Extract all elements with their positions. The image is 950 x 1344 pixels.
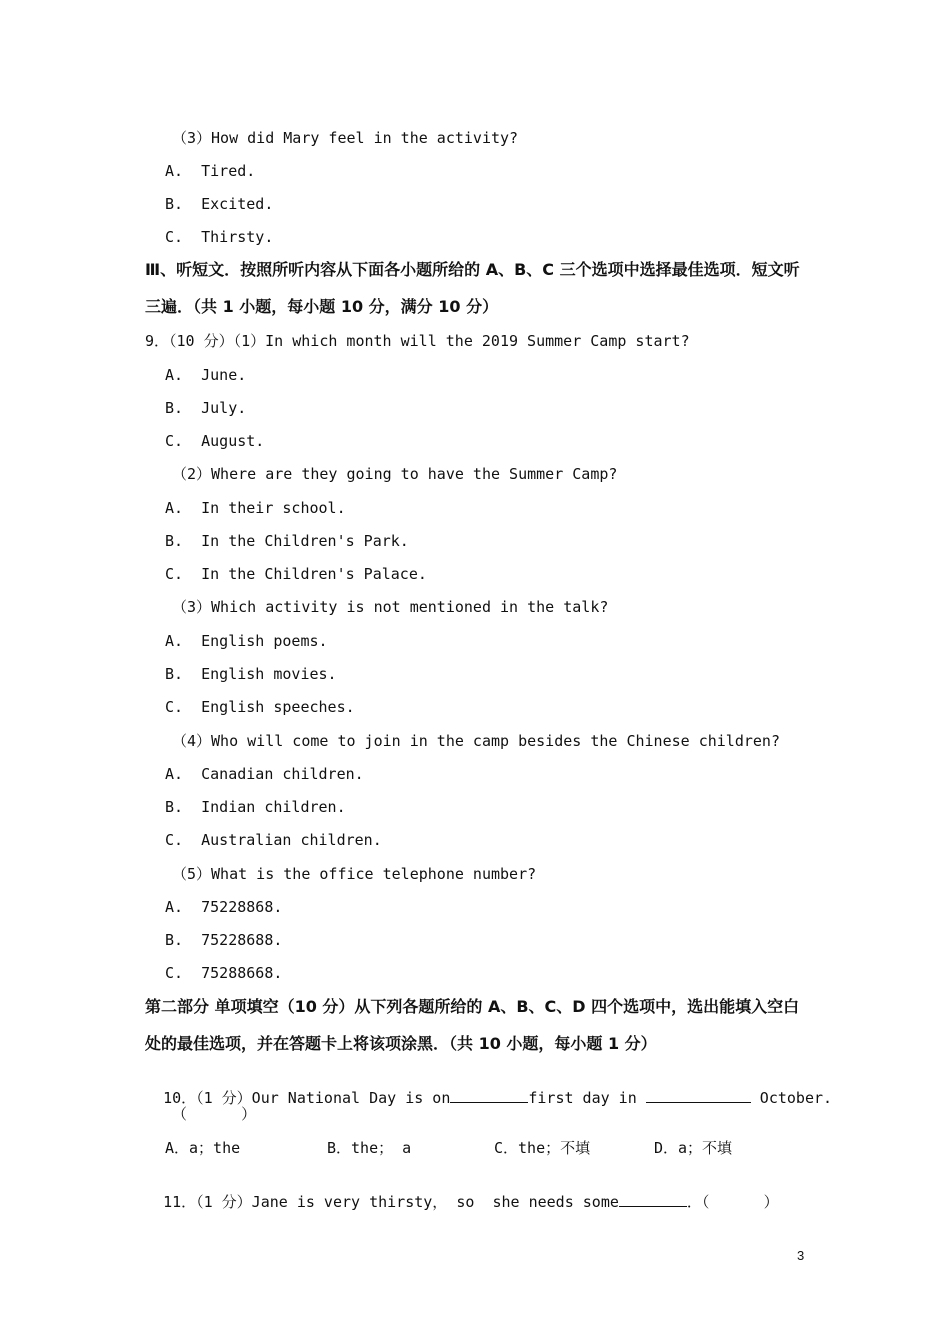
q10-option-d: D．a；不填 — [654, 1139, 733, 1157]
q9-1-question: 9．（10 分）（1）In which month will the 2019 Summer Camp start? — [145, 332, 690, 350]
q9-1-option-b: B. July. — [165, 399, 247, 417]
q9-3-option-c: C. English speeches. — [165, 698, 355, 716]
q8-3-option-c: C. Thirsty. — [165, 228, 274, 246]
q9-4-option-a: A. Canadian children. — [165, 765, 364, 783]
q11-question — [145, 1171, 779, 1212]
part-2-heading-line1: 第二部分 单项填空（10 分）从下列各题所给的 A、B、C、D 四个选项中，选出能填入空白 — [145, 997, 800, 1016]
q9-4-question: （4）Who will come to join in the camp besides the Chinese children? — [172, 732, 780, 750]
section-3-heading-line1: Ⅲ、听短文．按照所听内容从下面各小题所给的 A、B、C 三个选项中选择最佳选项．短文听 — [145, 260, 800, 279]
q11-blank — [619, 1191, 687, 1207]
q9-1-option-c: C. August. — [165, 432, 265, 450]
q9-2-question: （2）Where are they going to have the Summer Camp? — [172, 465, 618, 483]
q9-1-option-a: A. June. — [165, 366, 247, 384]
q8-3-question: （3）How did Mary feel in the activity? — [172, 129, 519, 147]
q10-question — [145, 1067, 832, 1108]
q10-text-end: October. — [750, 1089, 833, 1107]
q11-text-end: ．（ ） — [686, 1193, 779, 1211]
page-number: 3 — [797, 1248, 805, 1263]
part-2-heading-line2: 处的最佳选项，并在答题卡上将该项涂黑．（共 10 小题，每小题 1 分） — [145, 1034, 657, 1053]
q10-blank-2 — [646, 1087, 751, 1103]
q9-5-option-c: C. 75288668. — [165, 964, 283, 982]
q10-option-a: A．a；the — [165, 1139, 241, 1157]
q9-4-option-b: B. Indian children. — [165, 798, 346, 816]
q9-5-option-b: B. 75228688. — [165, 931, 283, 949]
q8-3-option-b: B. Excited. — [165, 195, 274, 213]
q10-blank-1 — [450, 1087, 528, 1103]
q9-3-option-a: A. English poems. — [165, 632, 328, 650]
q10-text-start: 10．（1 分）Our National Day is on — [163, 1089, 451, 1107]
q9-2-option-c: C. In the Children's Palace. — [165, 565, 427, 583]
q9-4-option-c: C. Australian children. — [165, 831, 382, 849]
q10-text-middle: first day in — [528, 1089, 646, 1107]
q9-2-option-a: A. In their school. — [165, 499, 346, 517]
q9-5-option-a: A. 75228868. — [165, 898, 283, 916]
q11-text-start: 11．（1 分）Jane is very thirsty， so she needs some — [163, 1193, 619, 1211]
q9-3-question: （3）Which activity is not mentioned in the talk? — [172, 598, 609, 616]
section-3-heading-line2: 三遍．（共 1 小题，每小题 10 分，满分 10 分） — [145, 297, 499, 316]
q10-option-c: C．the；不填 — [494, 1139, 591, 1157]
q10-answer-paren: （ ） — [172, 1105, 257, 1123]
q9-2-option-b: B. In the Children's Park. — [165, 532, 409, 550]
q9-5-question: （5）What is the office telephone number? — [172, 865, 537, 883]
q8-3-option-a: A. Tired. — [165, 162, 256, 180]
q10-option-b: B．the； a — [327, 1139, 412, 1157]
q9-3-option-b: B. English movies. — [165, 665, 337, 683]
